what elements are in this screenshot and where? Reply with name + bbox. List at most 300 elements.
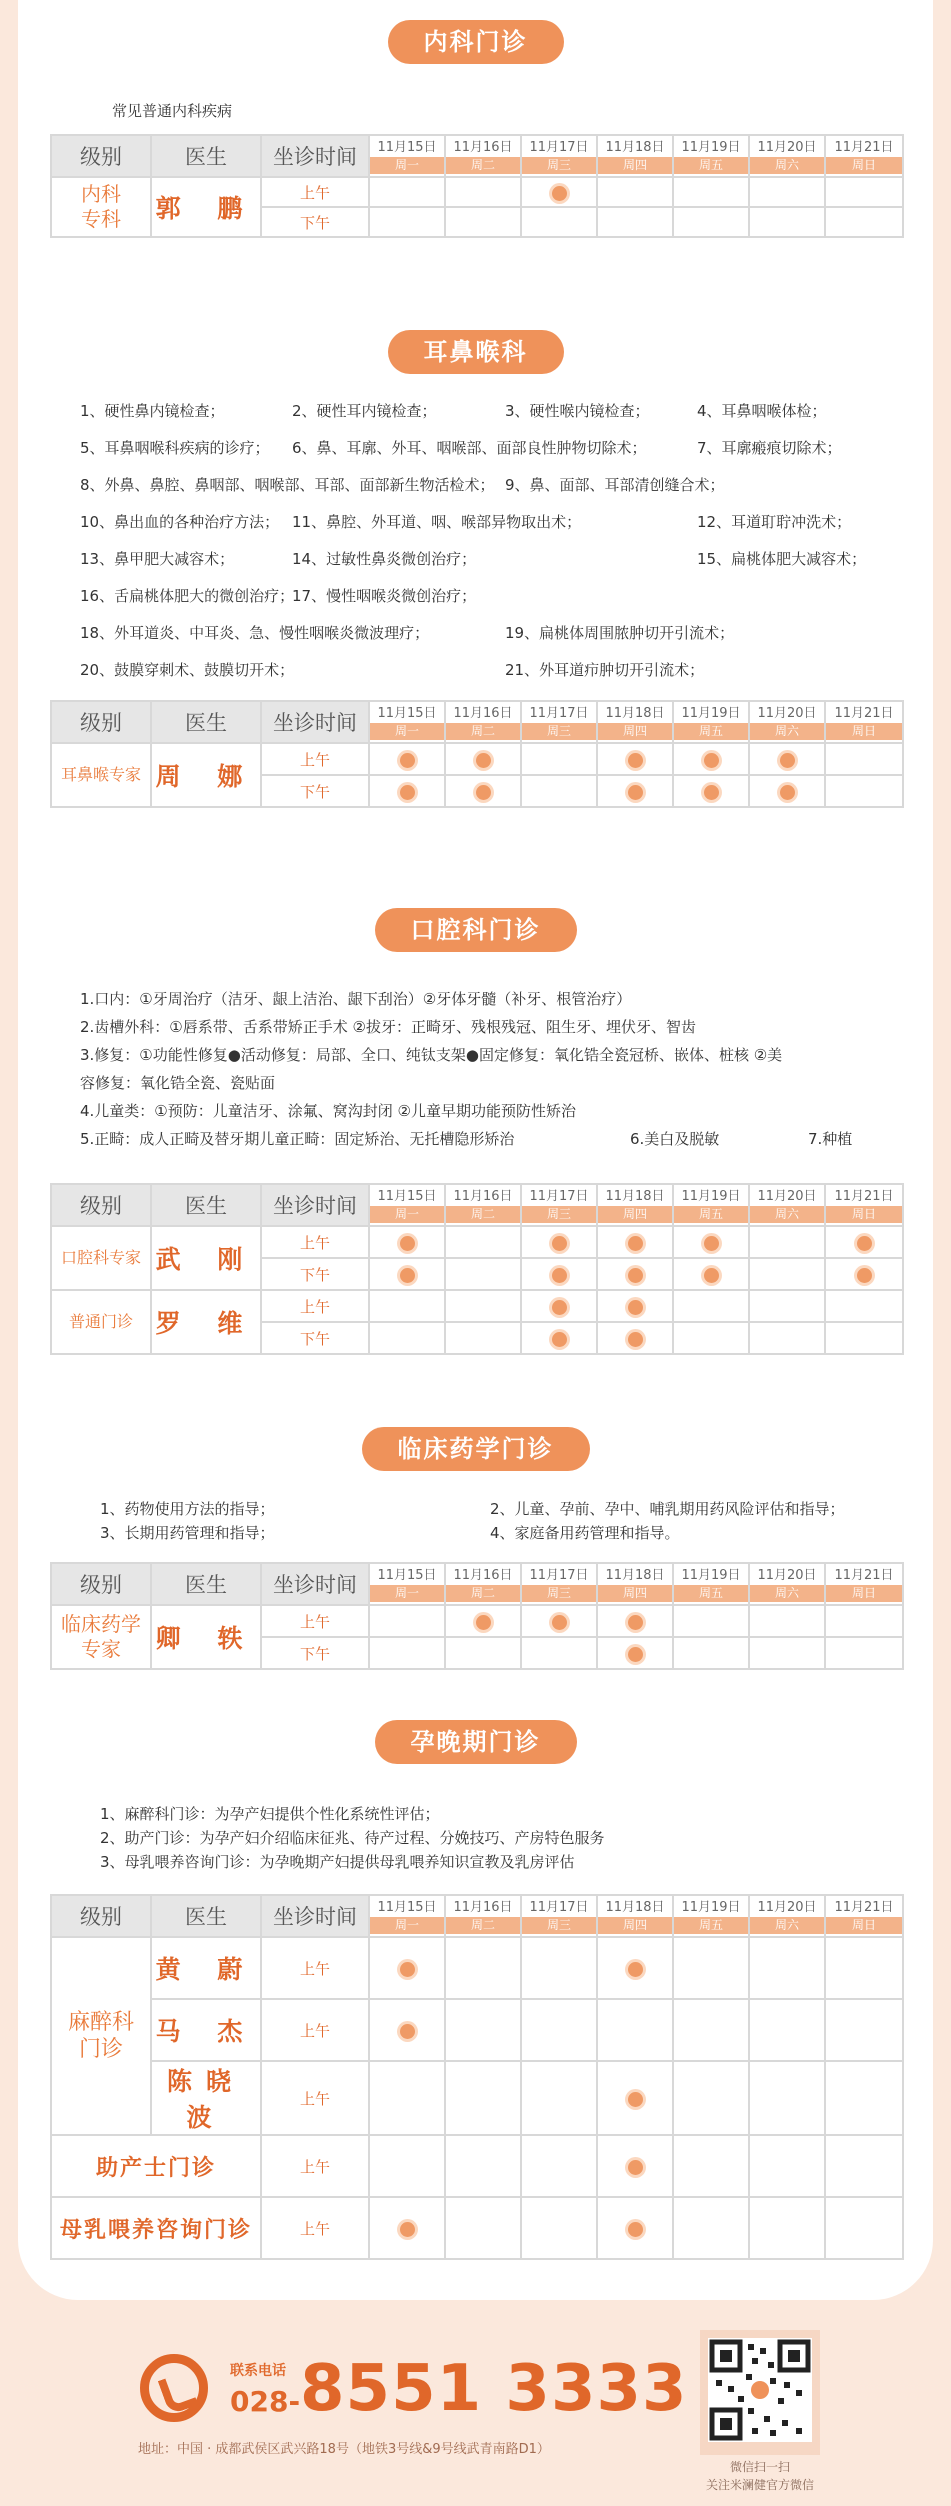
- ent-service-item: 10、鼻出血的各种治疗方法；: [80, 513, 280, 531]
- available-dot: [704, 1236, 719, 1251]
- neike-description: 常见普通内科疾病: [112, 102, 233, 120]
- schedule-slot: [749, 1637, 825, 1669]
- ent-service-item: 2、硬性耳内镜检查；: [292, 402, 437, 420]
- header-level: 级别: [51, 1895, 151, 1937]
- day-date: 11月16日: [453, 1568, 513, 1583]
- section-title-neike: 内科门诊: [388, 20, 564, 64]
- schedule-slot: [597, 1258, 673, 1290]
- available-dot: [476, 785, 491, 800]
- schedule-slot: [673, 2197, 749, 2259]
- schedule-slot: [673, 2061, 749, 2135]
- schedule-slot: [445, 1258, 521, 1290]
- day-date: 11月21日: [834, 706, 894, 721]
- level-label: [51, 1937, 151, 2135]
- period-label: 上午: [261, 1605, 369, 1637]
- schedule-slot: [673, 1937, 749, 1999]
- available-dot: [628, 1962, 643, 1977]
- schedule-slot: [749, 1258, 825, 1290]
- available-dot: [552, 1615, 567, 1630]
- day-weekday: 周五: [674, 723, 748, 740]
- day-weekday: 周六: [750, 1585, 824, 1602]
- day-weekday: 周五: [674, 1206, 748, 1223]
- header-day: [597, 701, 673, 743]
- table-row: [51, 2135, 903, 2197]
- ent-service-item: 3、硬性喉内镜检查；: [505, 402, 650, 420]
- table-row: [51, 1999, 903, 2061]
- schedule-slot: [825, 1937, 903, 1999]
- schedule-slot: [445, 775, 521, 807]
- day-date: 11月20日: [757, 706, 817, 721]
- schedule-slot: [369, 1258, 445, 1290]
- day-date: 11月18日: [605, 706, 665, 721]
- available-dot: [552, 1300, 567, 1315]
- day-date: 11月17日: [529, 1568, 589, 1583]
- level-line: 内科: [81, 182, 121, 206]
- schedule-slot: [445, 1322, 521, 1354]
- header-day: [825, 135, 903, 177]
- header-day: [369, 1895, 445, 1937]
- schedule-slot: [597, 2197, 673, 2259]
- schedule-slot: [673, 207, 749, 237]
- schedule-slot: [445, 1637, 521, 1669]
- schedule-slot: [749, 1322, 825, 1354]
- header-time: 坐诊时间: [261, 1563, 369, 1605]
- schedule-slot: [825, 1637, 903, 1669]
- day-date: 11月19日: [681, 140, 741, 155]
- available-dot: [857, 1268, 872, 1283]
- level-label: [51, 177, 151, 237]
- schedule-slot: [749, 2061, 825, 2135]
- schedule-slot: [369, 2135, 445, 2197]
- table-row: [51, 177, 903, 207]
- schedule-slot: [673, 743, 749, 775]
- level-line: 专家: [81, 1637, 121, 1661]
- available-dot: [400, 753, 415, 768]
- header-doctor: 医生: [151, 1895, 261, 1937]
- day-weekday: 周一: [370, 157, 444, 174]
- header-day: [521, 1184, 597, 1226]
- available-dot: [704, 1268, 719, 1283]
- schedule-slot: [825, 1258, 903, 1290]
- schedule-slot: [521, 1937, 597, 1999]
- call-label: 联系电话: [230, 2363, 286, 2379]
- day-date: 11月18日: [605, 1189, 665, 1204]
- schedule-table-neike: [50, 134, 904, 238]
- ent-service-item: 4、耳鼻咽喉体检；: [697, 402, 827, 420]
- doctor-name: 陈晓波: [151, 2061, 261, 2135]
- day-weekday: 周一: [370, 1206, 444, 1223]
- schedule-slot: [369, 775, 445, 807]
- schedule-slot: [597, 743, 673, 775]
- day-date: 11月16日: [453, 706, 513, 721]
- ent-service-item: 11、鼻腔、外耳道、咽、喉部异物取出术；: [292, 513, 582, 531]
- table-row: [51, 1605, 903, 1637]
- period-label: 上午: [261, 1290, 369, 1322]
- available-dot: [400, 1268, 415, 1283]
- schedule-slot: [749, 1605, 825, 1637]
- header-day: [825, 1563, 903, 1605]
- day-weekday: 周四: [598, 1206, 672, 1223]
- available-dot: [400, 785, 415, 800]
- pharmacy-service-item: 2、儿童、孕前、孕中、哺乳期用药风险评估和指导；: [490, 1500, 845, 1518]
- dental-extra-implant: 7.种植: [808, 1130, 853, 1148]
- header-day: [369, 1184, 445, 1226]
- day-weekday: 周日: [826, 1206, 902, 1223]
- schedule-slot: [445, 2061, 521, 2135]
- available-dot: [628, 2222, 643, 2237]
- available-dot: [628, 753, 643, 768]
- available-dot: [552, 186, 567, 201]
- header-day: [597, 135, 673, 177]
- ent-service-item: 19、扁桃体周围脓肿切开引流术；: [505, 624, 735, 642]
- available-dot: [780, 785, 795, 800]
- ent-service-item: 1、硬性鼻内镜检查；: [80, 402, 225, 420]
- doctor-name: 卿 轶: [151, 1605, 261, 1669]
- table-row: [51, 1226, 903, 1258]
- day-weekday: 周二: [446, 157, 520, 174]
- day-weekday: 周二: [446, 723, 520, 740]
- header-day: [445, 1563, 521, 1605]
- schedule-slot: [369, 1999, 445, 2061]
- header-level: 级别: [51, 701, 151, 743]
- schedule-slot: [749, 1937, 825, 1999]
- table-row: [51, 2061, 903, 2135]
- ent-service-item: 5、耳鼻咽喉科疾病的诊疗；: [80, 439, 270, 457]
- qr-caption-scan: 微信扫一扫: [729, 2460, 790, 2474]
- header-time: 坐诊时间: [261, 701, 369, 743]
- header-day: [597, 1184, 673, 1226]
- day-date: 11月16日: [453, 1900, 513, 1915]
- available-dot: [476, 1615, 491, 1630]
- schedule-slot: [673, 1605, 749, 1637]
- doctor-name: 周 娜: [151, 743, 261, 807]
- schedule-slot: [749, 2135, 825, 2197]
- header-day: [825, 701, 903, 743]
- schedule-slot: [369, 1322, 445, 1354]
- ent-service-item: 9、鼻、面部、耳部清创缝合术；: [505, 476, 725, 494]
- header-day: [369, 1563, 445, 1605]
- ent-service-item: 8、外鼻、鼻腔、鼻咽部、咽喉部、耳部、面部新生物活检术；: [80, 476, 495, 494]
- ent-service-item: 17、慢性咽喉炎微创治疗；: [292, 587, 477, 605]
- day-weekday: 周二: [446, 1206, 520, 1223]
- header-level: 级别: [51, 1563, 151, 1605]
- period-label: 上午: [261, 743, 369, 775]
- schedule-slot: [445, 207, 521, 237]
- day-date: 11月19日: [681, 1568, 741, 1583]
- schedule-slot: [749, 1226, 825, 1258]
- schedule-slot: [749, 177, 825, 207]
- available-dot: [628, 1236, 643, 1251]
- service-name: 母乳喂养咨询门诊: [51, 2197, 261, 2259]
- pharmacy-service-item: 1、药物使用方法的指导；: [100, 1500, 275, 1518]
- day-weekday: 周一: [370, 1585, 444, 1602]
- pharmacy-service-item: 3、长期用药管理和指导；: [100, 1524, 275, 1542]
- dental-service-line: 容修复：氧化锆全瓷、瓷贴面: [80, 1074, 276, 1092]
- day-date: 11月19日: [681, 706, 741, 721]
- schedule-slot: [521, 1605, 597, 1637]
- schedule-slot: [445, 1937, 521, 1999]
- schedule-slot: [445, 743, 521, 775]
- ent-service-item: 16、舌扁桃体肥大的微创治疗；: [80, 587, 295, 605]
- header-day: [673, 135, 749, 177]
- day-date: 11月17日: [529, 1189, 589, 1204]
- table-row: [51, 2197, 903, 2259]
- header-time: 坐诊时间: [261, 135, 369, 177]
- available-dot: [628, 1268, 643, 1283]
- day-weekday: 周日: [826, 1585, 902, 1602]
- day-weekday: 周四: [598, 723, 672, 740]
- schedule-slot: [597, 1290, 673, 1322]
- day-date: 11月21日: [834, 1900, 894, 1915]
- address: 地址：中国 · 成都武侯区武兴路18号（地铁3号线&9号线武青南路D1）: [138, 2442, 550, 2457]
- ent-service-item: 7、耳廓瘢痕切除术；: [697, 439, 842, 457]
- schedule-slot: [597, 775, 673, 807]
- day-date: 11月15日: [377, 140, 437, 155]
- schedule-slot: [673, 775, 749, 807]
- ent-service-item: 12、耳道耵聍冲洗术；: [697, 513, 852, 531]
- level-label: 普通门诊: [51, 1290, 151, 1354]
- header-day: [369, 135, 445, 177]
- schedule-slot: [825, 743, 903, 775]
- header-day: [445, 1895, 521, 1937]
- available-dot: [780, 753, 795, 768]
- schedule-slot: [369, 1637, 445, 1669]
- schedule-slot: [673, 2135, 749, 2197]
- schedule-slot: [369, 1937, 445, 1999]
- ent-service-item: 21、外耳道疖肿切开引流术；: [505, 661, 705, 679]
- header-day: [521, 135, 597, 177]
- period-label: 上午: [261, 1226, 369, 1258]
- header-day: [521, 1563, 597, 1605]
- available-dot: [400, 2222, 415, 2237]
- prenatal-service-line: 1、麻醉科门诊：为孕产妇提供个性化系统性评估；: [100, 1805, 440, 1823]
- day-weekday: 周三: [522, 723, 596, 740]
- schedule-slot: [445, 1999, 521, 2061]
- day-date: 11月16日: [453, 140, 513, 155]
- day-weekday: 周二: [446, 1917, 520, 1934]
- header-day: [673, 1895, 749, 1937]
- schedule-slot: [597, 1226, 673, 1258]
- available-dot: [400, 1236, 415, 1251]
- header-day: [521, 701, 597, 743]
- qr-caption-follow: 关注米澜健官方微信: [705, 2478, 814, 2492]
- schedule-slot: [825, 207, 903, 237]
- day-date: 11月18日: [605, 140, 665, 155]
- schedule-slot: [521, 2061, 597, 2135]
- schedule-slot: [521, 2135, 597, 2197]
- day-weekday: 周六: [750, 723, 824, 740]
- schedule-slot: [749, 1290, 825, 1322]
- section-title-yaoxue: 临床药学门诊: [362, 1427, 590, 1471]
- period-label: 上午: [261, 2135, 369, 2197]
- header-day: [597, 1563, 673, 1605]
- schedule-slot: [445, 1290, 521, 1322]
- available-dot: [400, 1962, 415, 1977]
- schedule-slot: [521, 1999, 597, 2061]
- level-line: 门诊: [78, 2037, 123, 2062]
- table-header-row: [51, 1563, 903, 1605]
- phone-icon: [140, 2354, 208, 2422]
- day-weekday: 周一: [370, 723, 444, 740]
- available-dot: [628, 1332, 643, 1347]
- schedule-slot: [369, 177, 445, 207]
- available-dot: [628, 2160, 643, 2175]
- section-title-kouqiang: 口腔科门诊: [375, 908, 577, 952]
- ent-service-item: 15、扁桃体肥大减容术；: [697, 550, 867, 568]
- available-dot: [552, 1268, 567, 1283]
- schedule-slot: [597, 177, 673, 207]
- available-dot: [552, 1236, 567, 1251]
- schedule-slot: [673, 1258, 749, 1290]
- period-label: 上午: [261, 2197, 369, 2259]
- table-header-row: [51, 135, 903, 177]
- table-header-row: [51, 1895, 903, 1937]
- period-label: 上午: [261, 1999, 369, 2061]
- day-weekday: 周六: [750, 1917, 824, 1934]
- day-date: 11月18日: [605, 1568, 665, 1583]
- table-header-row: [51, 1184, 903, 1226]
- available-dot: [476, 753, 491, 768]
- schedule-slot: [597, 1999, 673, 2061]
- phone-number[interactable]: 8551 3333: [300, 2352, 688, 2426]
- header-doctor: 医生: [151, 135, 261, 177]
- day-weekday: 周二: [446, 1585, 520, 1602]
- period-label: 上午: [261, 177, 369, 207]
- day-date: 11月21日: [834, 1189, 894, 1204]
- day-weekday: 周三: [522, 1585, 596, 1602]
- dental-service-line: 1.口内：①牙周治疗（洁牙、龈上洁治、龈下刮治）②牙体牙髓（补牙、根管治疗）: [80, 990, 632, 1008]
- schedule-slot: [673, 1999, 749, 2061]
- table-row: [51, 1290, 903, 1322]
- period-label: 上午: [261, 1937, 369, 1999]
- available-dot: [552, 1332, 567, 1347]
- day-date: 11月15日: [377, 1189, 437, 1204]
- schedule-slot: [825, 1290, 903, 1322]
- day-weekday: 周六: [750, 1206, 824, 1223]
- schedule-table-erbihou: [50, 700, 904, 808]
- schedule-table-yaoxue: [50, 1562, 904, 1670]
- table-row: [51, 743, 903, 775]
- schedule-slot: [825, 2135, 903, 2197]
- schedule-slot: [597, 207, 673, 237]
- header-day: [825, 1895, 903, 1937]
- dental-service-line: 5.正畸：成人正畸及替牙期儿童正畸：固定矫治、无托槽隐形矫治: [80, 1130, 515, 1148]
- schedule-slot: [749, 1999, 825, 2061]
- prenatal-service-line: 3、母乳喂养咨询门诊：为孕晚期产妇提供母乳喂养知识宣教及乳房评估: [100, 1853, 575, 1871]
- day-date: 11月19日: [681, 1189, 741, 1204]
- header-day: [445, 135, 521, 177]
- schedule-slot: [521, 2197, 597, 2259]
- header-day: [445, 1184, 521, 1226]
- header-day: [673, 701, 749, 743]
- header-day: [369, 701, 445, 743]
- schedule-slot: [673, 1637, 749, 1669]
- available-dot: [704, 785, 719, 800]
- header-time: 坐诊时间: [261, 1895, 369, 1937]
- day-weekday: 周四: [598, 1917, 672, 1934]
- day-weekday: 周五: [674, 157, 748, 174]
- period-label: 下午: [261, 1637, 369, 1669]
- schedule-slot: [445, 2135, 521, 2197]
- day-date: 11月17日: [529, 140, 589, 155]
- level-label: 口腔科专家: [51, 1226, 151, 1290]
- schedule-slot: [521, 775, 597, 807]
- day-date: 11月17日: [529, 1900, 589, 1915]
- day-weekday: 周五: [674, 1917, 748, 1934]
- available-dot: [628, 1615, 643, 1630]
- schedule-slot: [597, 2061, 673, 2135]
- schedule-slot: [521, 207, 597, 237]
- doctor-name: 武 刚: [151, 1226, 261, 1290]
- period-label: 下午: [261, 207, 369, 237]
- pharmacy-service-item: 4、家庭备用药管理和指导。: [490, 1524, 680, 1542]
- dental-service-line: 2.齿槽外科：①唇系带、舌系带矫正手术 ②拔牙：正畸牙、残根残冠、阻生牙、埋伏牙、智齿: [80, 1018, 696, 1036]
- header-day: [749, 701, 825, 743]
- schedule-slot: [445, 2197, 521, 2259]
- header-day: [521, 1895, 597, 1937]
- day-date: 11月15日: [377, 706, 437, 721]
- day-date: 11月19日: [681, 1900, 741, 1915]
- header-doctor: 医生: [151, 1563, 261, 1605]
- day-date: 11月17日: [529, 706, 589, 721]
- day-weekday: 周六: [750, 157, 824, 174]
- header-time: 坐诊时间: [261, 1184, 369, 1226]
- ent-service-item: 20、鼓膜穿刺术、鼓膜切开术；: [80, 661, 295, 679]
- header-level: 级别: [51, 1184, 151, 1226]
- qr-code[interactable]: [700, 2330, 820, 2455]
- schedule-slot: [749, 743, 825, 775]
- day-date: 11月21日: [834, 1568, 894, 1583]
- section-title-yunwan: 孕晚期门诊: [375, 1720, 577, 1764]
- day-date: 11月20日: [757, 1900, 817, 1915]
- doctor-name: 罗 维: [151, 1290, 261, 1354]
- doctor-name: 黄 蔚: [151, 1937, 261, 1999]
- header-day: [445, 701, 521, 743]
- schedule-slot: [825, 1226, 903, 1258]
- table-header-row: [51, 701, 903, 743]
- header-day: [825, 1184, 903, 1226]
- doctor-name: 马 杰: [151, 1999, 261, 2061]
- prenatal-service-line: 2、助产门诊：为孕产妇介绍临床征兆、待产过程、分娩技巧、产房特色服务: [100, 1829, 605, 1847]
- period-label: 上午: [261, 2061, 369, 2135]
- available-dot: [628, 785, 643, 800]
- header-day: [749, 1184, 825, 1226]
- header-doctor: 医生: [151, 701, 261, 743]
- day-weekday: 周日: [826, 157, 902, 174]
- schedule-slot: [521, 1226, 597, 1258]
- available-dot: [704, 753, 719, 768]
- day-date: 11月16日: [453, 1189, 513, 1204]
- schedule-table-kouqiang: [50, 1183, 904, 1355]
- schedule-slot: [369, 207, 445, 237]
- ent-service-item: 14、过敏性鼻炎微创治疗；: [292, 550, 477, 568]
- day-date: 11月18日: [605, 1900, 665, 1915]
- level-line: 专科: [81, 207, 121, 231]
- available-dot: [628, 1647, 643, 1662]
- dental-service-line: 4.儿童类：①预防：儿童洁牙、涂氟、窝沟封闭 ②儿童早期功能预防性矫治: [80, 1102, 576, 1120]
- schedule-slot: [445, 1605, 521, 1637]
- qr-code-icon: [708, 2338, 812, 2442]
- schedule-slot: [369, 2197, 445, 2259]
- schedule-slot: [521, 1322, 597, 1354]
- available-dot: [628, 1300, 643, 1315]
- available-dot: [400, 2024, 415, 2039]
- schedule-slot: [597, 1637, 673, 1669]
- day-date: 11月20日: [757, 140, 817, 155]
- schedule-slot: [825, 177, 903, 207]
- service-name: 助产士门诊: [51, 2135, 261, 2197]
- day-date: 11月15日: [377, 1900, 437, 1915]
